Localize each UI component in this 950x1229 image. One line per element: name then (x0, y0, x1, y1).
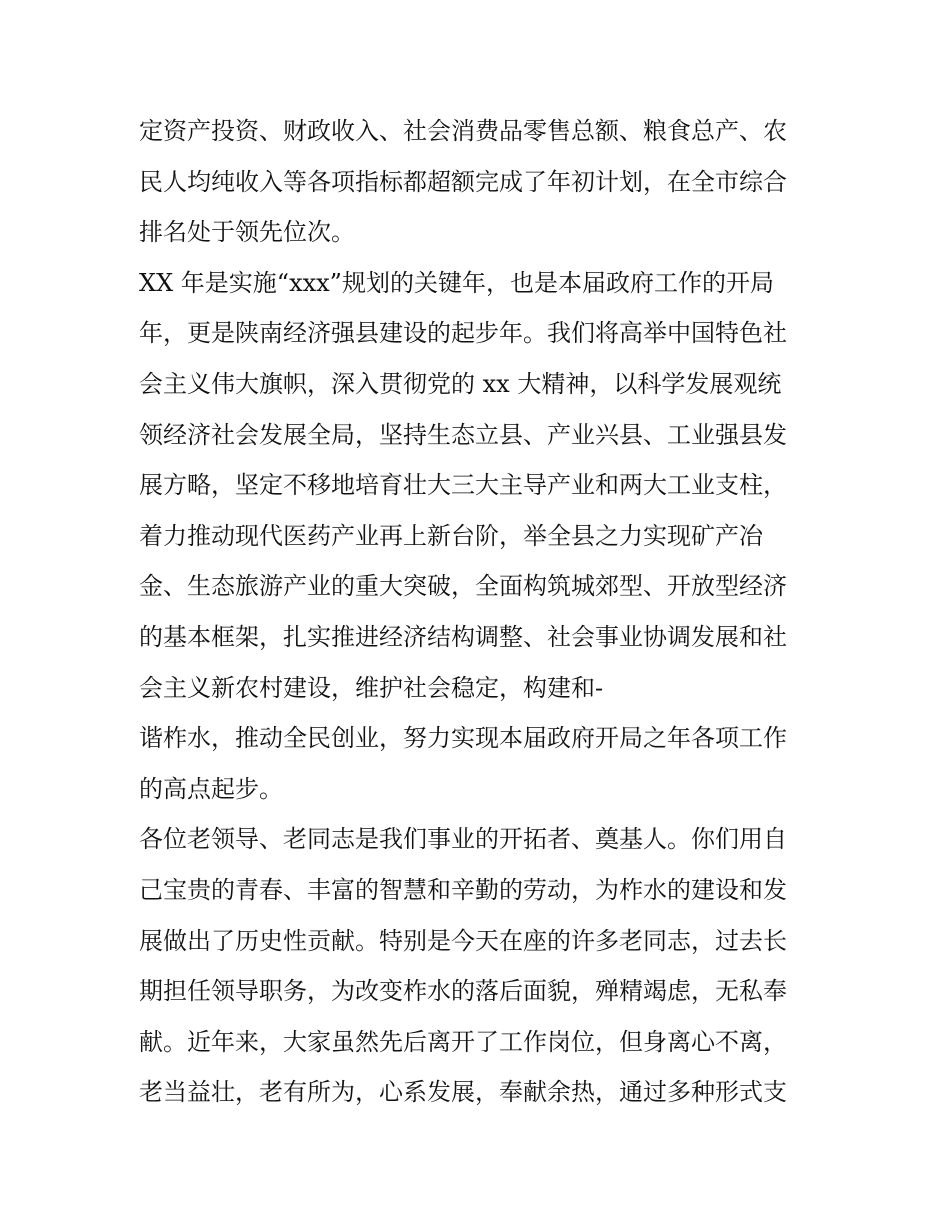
text-line: 展做出了历史性贡献。特别是今天在座的许多老同志，过去长 (139, 926, 787, 955)
text-line: 年，更是陕南经济强县建设的起步年。我们将高举中国特色社 (139, 319, 787, 348)
text-line: 各位老领导、老同志是我们事业的开拓者、奠基人。你们用自 (139, 825, 787, 854)
text-line: 着力推动现代医药产业再上新台阶，举全县之力实现矿产冶 (139, 521, 763, 550)
text-line: 己宝贵的青春、丰富的智慧和辛勤的劳动，为柞水的建设和发 (139, 875, 787, 904)
text-line: 定资产投资、财政收入、社会消费品零售总额、粮食总产、农 (139, 117, 787, 145)
text-line: 会主义新农村建设，维护社会稳定，构建和- (139, 673, 604, 702)
text-line: 金、生态旅游产业的重大突破，全面构筑城郊型、开放型经济 (139, 572, 787, 601)
text-line: 谐柞水，推动全民创业，努力实现本届政府开局之年各项工作 (139, 724, 787, 753)
text-line: 领经济社会发展全局，坚持生态立县、产业兴县、工业强县发 (139, 420, 787, 449)
body-text (139, 106, 819, 1118)
text-line: 老当益壮，老有所为，心系发展，奉献余热，通过多种形式支 (139, 1078, 787, 1107)
text-line: 期担任领导职务，为改变柞水的落后面貌，殚精竭虑，无私奉 (139, 977, 787, 1006)
text-line: 展方略，坚定不移地培育壮大三大主导产业和两大工业支柱， (139, 471, 787, 500)
text-line: 的基本框架，扎实推进经济结构调整、社会事业协调发展和社 (139, 622, 787, 651)
text-line: XX 年是实施“xxx”规划的关键年，也是本届政府工作的开局 (139, 268, 774, 297)
text-line: 会主义伟大旗帜，深入贯彻党的 xx 大精神，以科学发展观统 (139, 369, 782, 398)
text-line: 民人均纯收入等各项指标都超额完成了年初计划，在全市综合 (139, 167, 787, 196)
text-line: 献。近年来，大家虽然先后离开了工作岗位，但身离心不离， (139, 1027, 787, 1056)
text-line: 的高点起步。 (139, 774, 283, 803)
text-line: 排名处于领先位次。 (139, 218, 355, 247)
